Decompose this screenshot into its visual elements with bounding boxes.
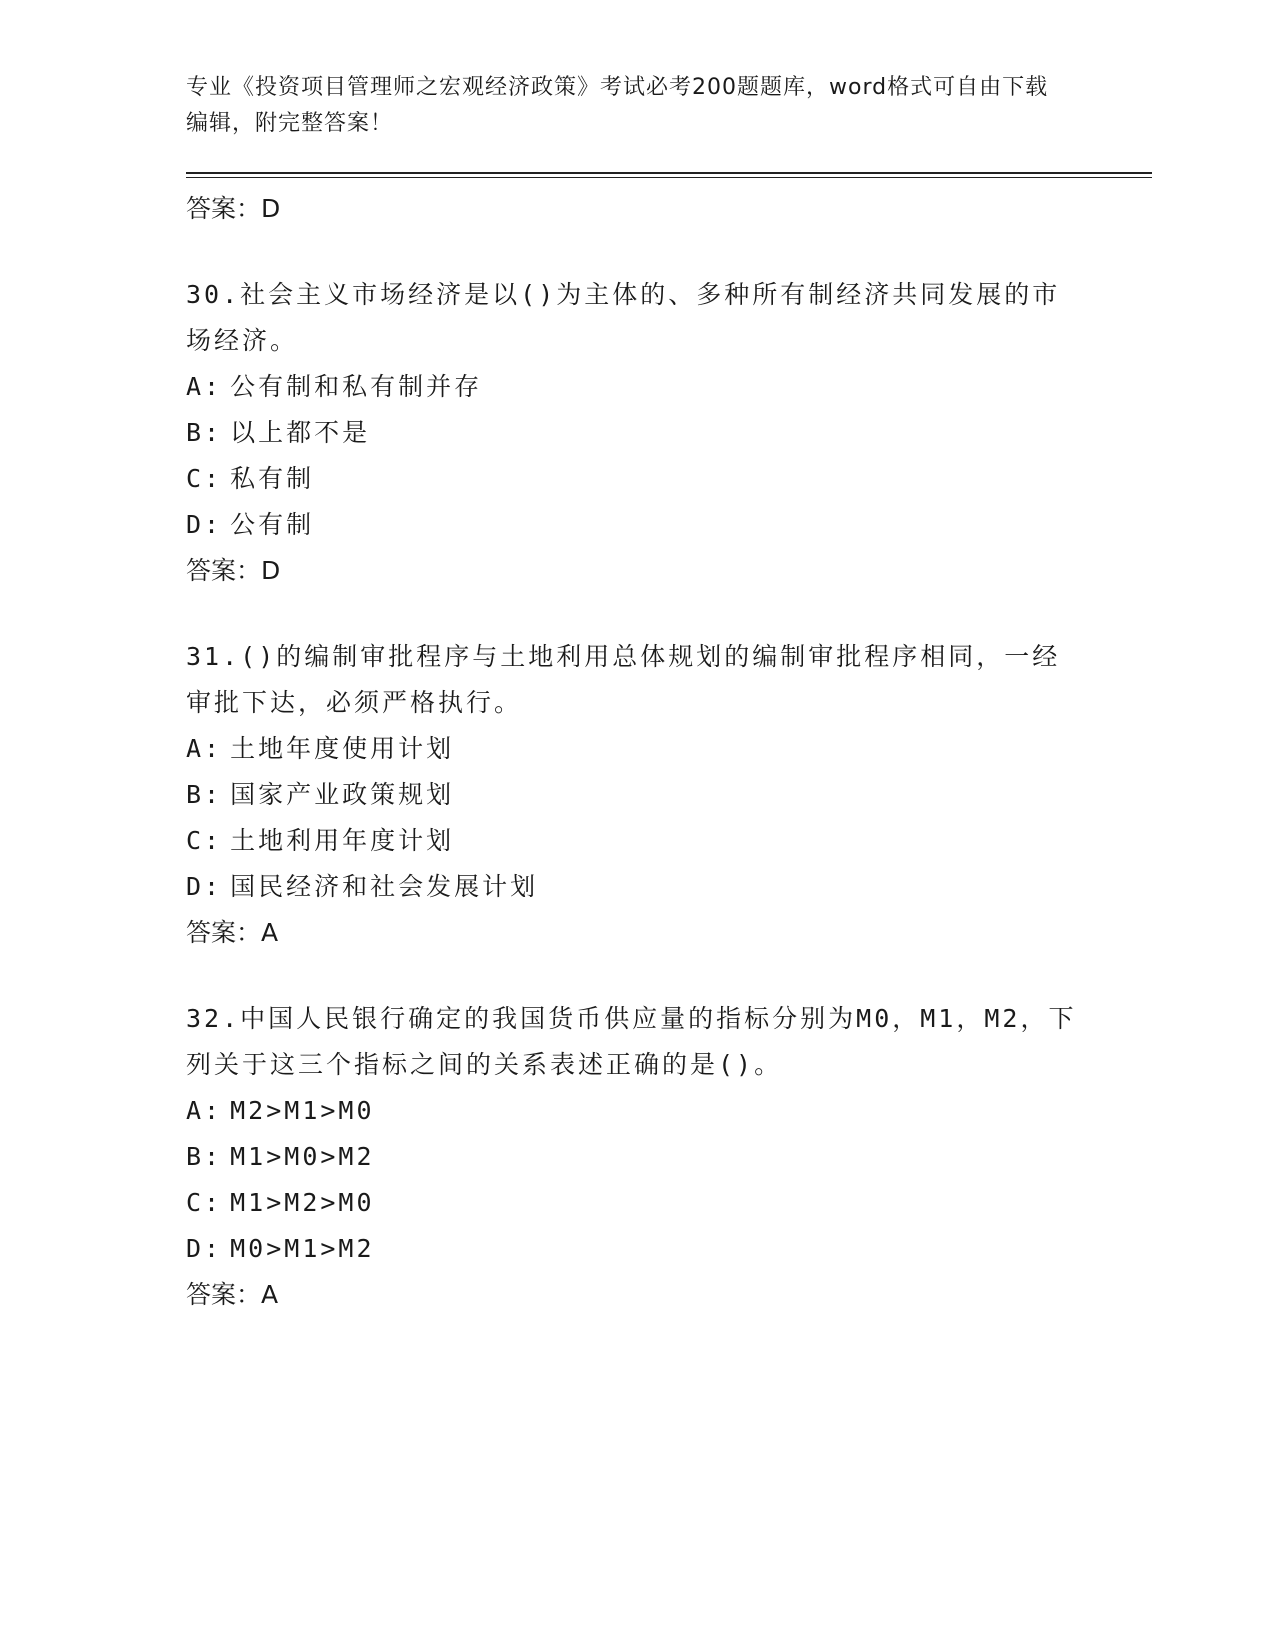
option-list — [186, 1088, 1156, 1272]
question-stem: 30.社会主义市场经济是以()为主体的、多种所有制经济共同发展的市场经济。 — [186, 280, 1061, 355]
question-answer: 答案：A — [186, 1280, 279, 1309]
question-stem: 31.()的编制审批程序与土地利用总体规划的编制审批程序相同，一经审批下达，必须严格执行。 — [186, 642, 1061, 717]
option-a: A: 土地年度使用计划 — [186, 734, 455, 763]
option-c: C: 土地利用年度计划 — [186, 826, 455, 855]
question-32 — [186, 996, 1156, 1318]
option-d: D: 国民经济和社会发展计划 — [186, 872, 539, 901]
question-answer: 答案：A — [186, 918, 279, 947]
option-a: A: 公有制和私有制并存 — [186, 372, 483, 401]
option-b: B: 以上都不是 — [186, 418, 371, 447]
document-page — [186, 70, 1156, 1318]
option-d: D: 公有制 — [186, 510, 315, 539]
option-b: B: 国家产业政策规划 — [186, 780, 455, 809]
question-stem: 32.中国人民银行确定的我国货币供应量的指标分别为M0，M1，M2，下列关于这三个指标之间的关系表述正确的是()。 — [186, 1004, 1077, 1079]
option-c: C: M1>M2>M0 — [186, 1188, 375, 1217]
previous-answer: 答案：D — [186, 194, 281, 223]
option-b: B: M1>M0>M2 — [186, 1142, 375, 1171]
option-d: D: M0>M1>M2 — [186, 1234, 375, 1263]
question-30 — [186, 272, 1156, 594]
question-31 — [186, 634, 1156, 956]
question-answer: 答案：D — [186, 556, 281, 585]
option-c: C: 私有制 — [186, 464, 315, 493]
header-divider — [186, 172, 1152, 178]
document-header-intro: 专业《投资项目管理师之宏观经济政策》考试必考200题题库，word格式可自由下载编辑，附完整答案！ — [186, 75, 1049, 136]
option-list — [186, 726, 1156, 910]
option-list — [186, 364, 1156, 548]
option-a: A: M2>M1>M0 — [186, 1096, 375, 1125]
